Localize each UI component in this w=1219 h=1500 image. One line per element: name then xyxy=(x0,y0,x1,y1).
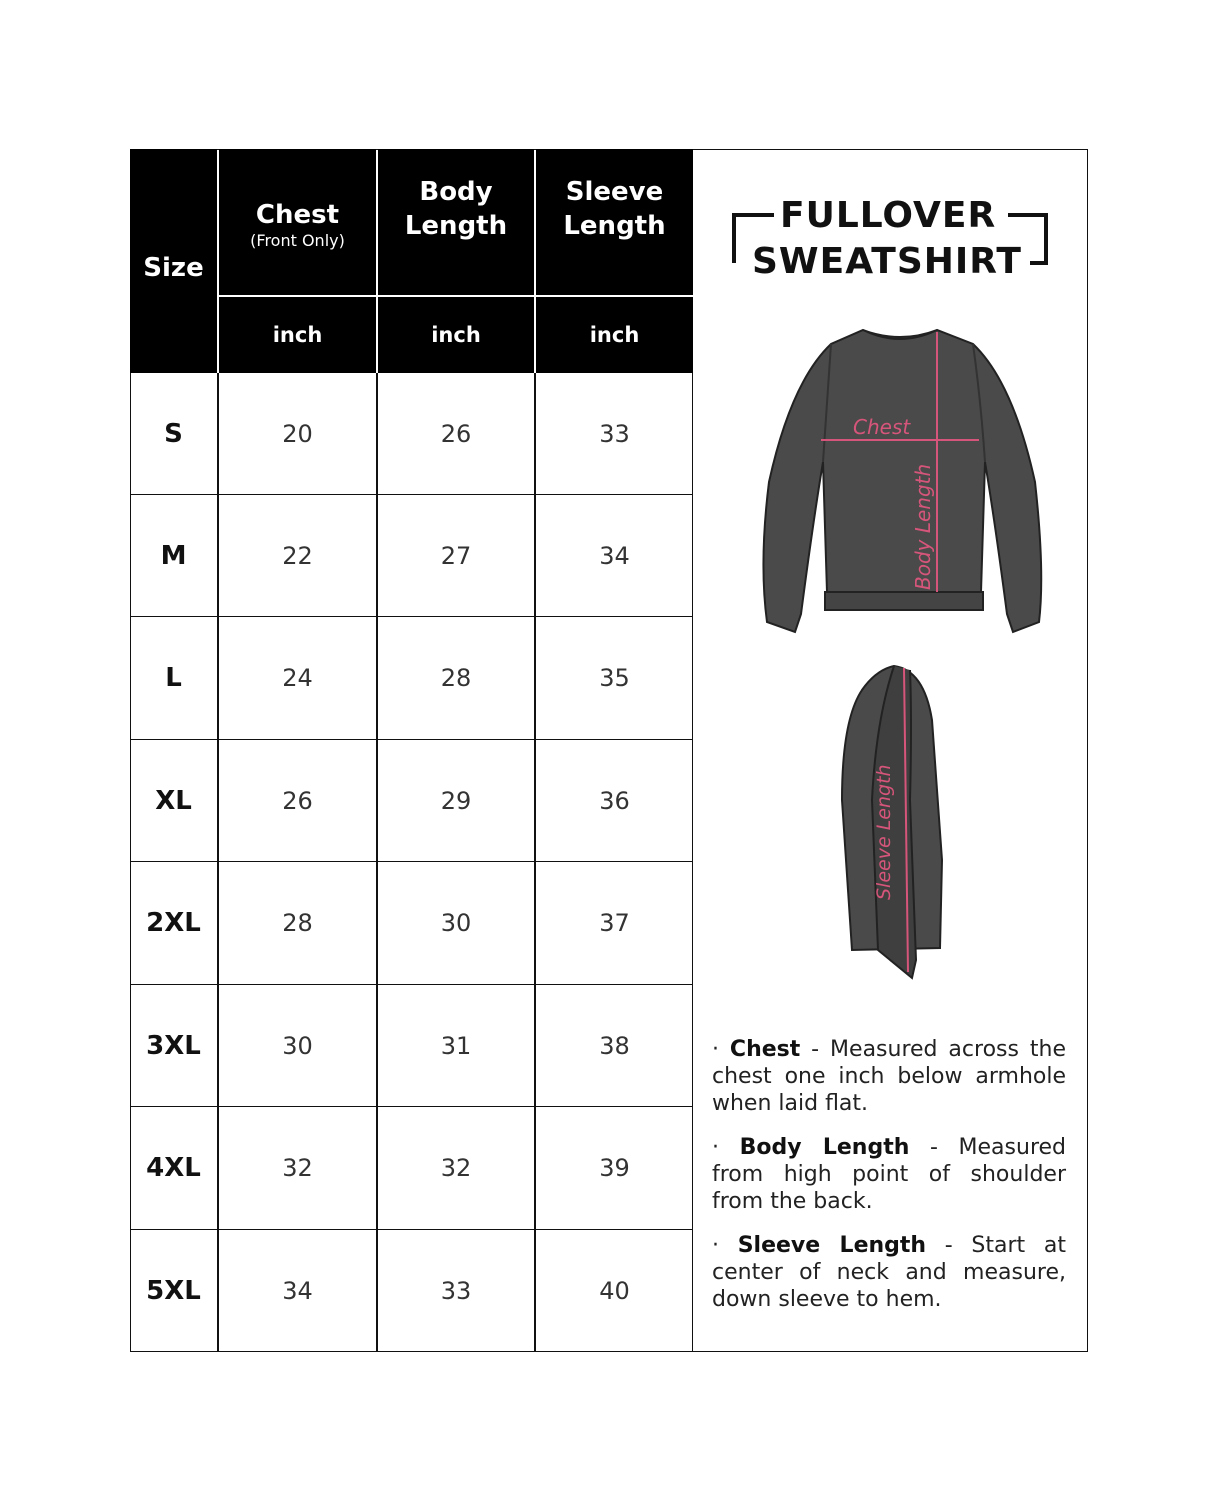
chest-cell: 34 xyxy=(282,1277,313,1305)
sleeve-length-cell: 36 xyxy=(599,787,630,815)
size-cell: L xyxy=(165,663,182,693)
title-line2: SWEATSHIRT xyxy=(752,241,1022,282)
sweatshirt-front-body xyxy=(763,330,1041,632)
note-chest: · Chest - Measured across the chest one inch below armhole when laid flat. xyxy=(712,1037,1066,1116)
body-length-cell: 28 xyxy=(440,664,472,692)
sleeve-length-cell: 38 xyxy=(599,1032,630,1060)
note-body-length: · Body Length - Measured from high point of shoulder from the back. xyxy=(712,1135,1066,1214)
size-cell: 3XL xyxy=(146,1031,201,1061)
size-cell: 5XL xyxy=(146,1276,201,1306)
chest-cell: 30 xyxy=(282,1032,313,1060)
chest-cell: 28 xyxy=(282,909,313,937)
note-sleeve-length: · Sleeve Length - Start at center of neck and measure, down sleeve to hem. xyxy=(712,1233,1066,1312)
size-cell: M xyxy=(160,541,187,571)
size-cell: 4XL xyxy=(146,1153,201,1183)
size-cell: XL xyxy=(155,786,192,816)
chest-diagram-label: Chest xyxy=(853,415,911,439)
body-length-cell: 32 xyxy=(440,1154,472,1182)
chest-cell: 22 xyxy=(282,542,313,570)
size-table xyxy=(130,149,693,1352)
chest-cell: 24 xyxy=(282,664,313,692)
body-length-cell: 27 xyxy=(440,542,472,570)
size-cell: 2XL xyxy=(146,908,201,938)
header-body-line2: Length xyxy=(404,211,508,241)
chest-cell: 26 xyxy=(282,787,313,815)
header-sleeve-line1: Sleeve xyxy=(565,177,664,207)
body-length-cell: 31 xyxy=(440,1032,472,1060)
note-sleeve-term: Sleeve Length xyxy=(737,1233,927,1258)
header-sleeve-line2: Length xyxy=(563,211,666,241)
header-chest xyxy=(219,149,376,295)
unit-body-label: inch xyxy=(431,323,481,347)
header-sleeve-length xyxy=(536,149,693,295)
body-length-cell: 33 xyxy=(440,1277,472,1305)
title-line1: FULLOVER xyxy=(780,195,997,236)
unit-chest-label: inch xyxy=(272,323,323,347)
sleeve-length-cell: 39 xyxy=(599,1154,630,1182)
note-body-term: Body Length xyxy=(739,1135,910,1160)
product-title xyxy=(730,195,1050,285)
sleeve-length-diagram-label: Sleeve Length xyxy=(873,764,895,900)
sweatshirt-front-diagram xyxy=(745,322,1055,642)
note-sleeve-text: - Start at center of neck and measure, down sleeve to hem. xyxy=(712,1233,1066,1312)
sweatshirt-side-diagram xyxy=(832,660,962,990)
unit-chest xyxy=(219,297,376,373)
sleeve-length-cell: 33 xyxy=(599,420,630,448)
header-chest-label: Chest xyxy=(255,200,340,230)
body-length-cell: 30 xyxy=(440,909,472,937)
sleeve-length-cell: 35 xyxy=(599,664,630,692)
header-size xyxy=(130,149,217,373)
sleeve-length-cell: 34 xyxy=(599,542,630,570)
header-body-line1: Body xyxy=(419,177,493,207)
note-chest-term: Chest xyxy=(729,1037,801,1062)
header-body-length xyxy=(378,149,534,295)
unit-body xyxy=(378,297,534,373)
note-body-text: - Measured from high point of shoulder from the back. xyxy=(712,1135,1066,1214)
chest-cell: 20 xyxy=(282,420,313,448)
sleeve-length-cell: 40 xyxy=(599,1277,630,1305)
chest-cell: 32 xyxy=(282,1154,313,1182)
unit-sleeve xyxy=(536,297,693,373)
header-chest-note: (Front Only) xyxy=(250,231,345,250)
note-chest-text: - Measured across the chest one inch below armhole when laid flat. xyxy=(712,1037,1066,1116)
body-length-cell: 29 xyxy=(440,787,472,815)
size-cell: S xyxy=(164,419,183,449)
body-length-diagram-label: Body Length xyxy=(911,463,935,590)
header-size-label: Size xyxy=(143,253,204,283)
measurement-notes xyxy=(712,1036,1066,1330)
sleeve-length-cell: 37 xyxy=(599,909,630,937)
unit-sleeve-label: inch xyxy=(589,323,640,347)
body-length-cell: 26 xyxy=(440,420,472,448)
